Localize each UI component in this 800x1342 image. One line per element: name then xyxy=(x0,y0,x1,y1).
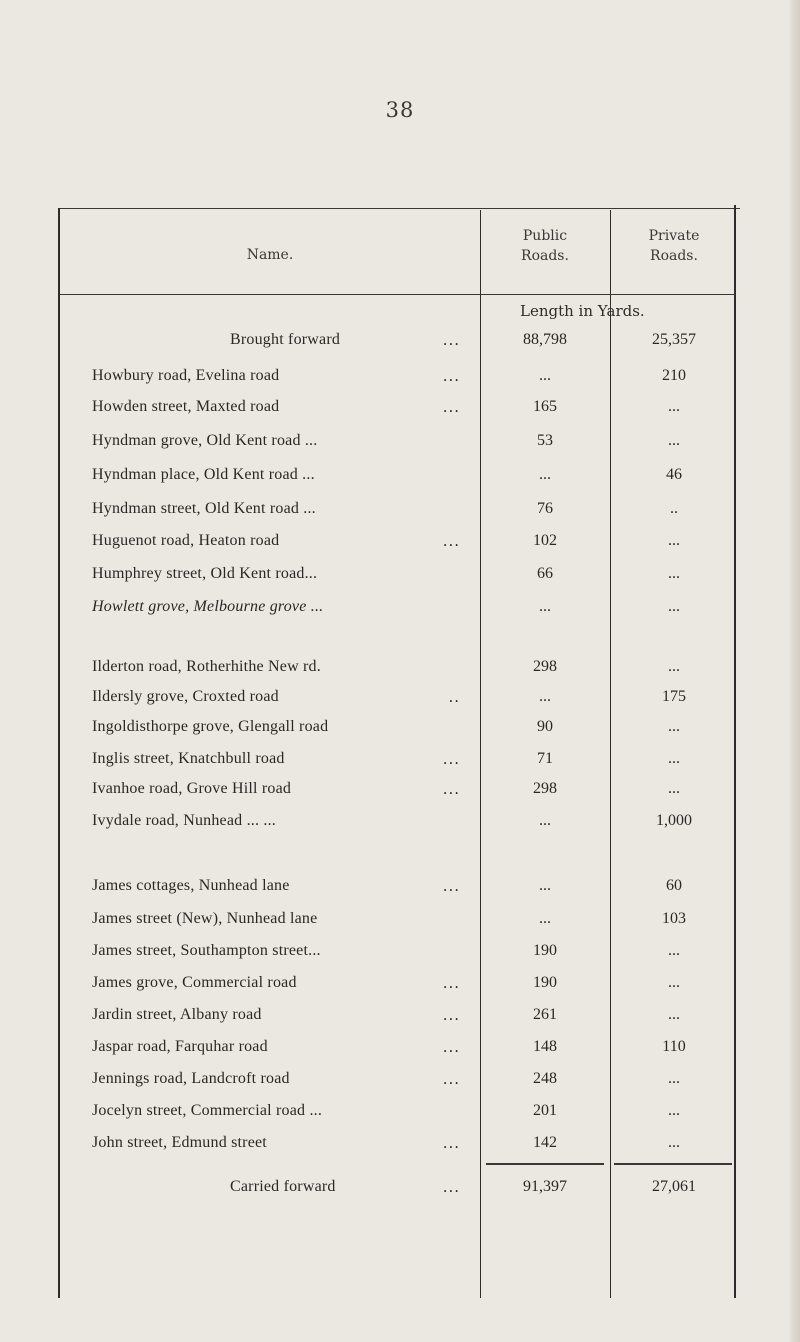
row-leader-dots: ... xyxy=(442,877,460,895)
row-private-yards: ... xyxy=(668,1006,680,1023)
table-row xyxy=(0,565,800,599)
row-public-yards: 248 xyxy=(533,1070,557,1087)
private-roads-header xyxy=(612,226,736,266)
row-private-yards: ... xyxy=(668,598,680,615)
row-private-yards: ... xyxy=(668,974,680,991)
row-private-yards: 1,000 xyxy=(656,812,692,829)
table-row xyxy=(0,718,800,752)
row-private-yards: 25,357 xyxy=(652,331,696,348)
row-leader-dots: ... xyxy=(442,532,460,550)
public-roads-header-line1: Public xyxy=(522,228,568,244)
row-name: Huguenot road, Heaton road xyxy=(92,532,280,549)
row-leader-dots: ... xyxy=(442,398,460,416)
row-private-yards: ... xyxy=(668,942,680,959)
row-private-yards: 46 xyxy=(666,466,682,483)
row-public-yards: ... xyxy=(539,877,551,894)
row-name: James grove, Commercial road xyxy=(92,974,297,991)
table-row xyxy=(0,331,800,365)
row-private-yards: ... xyxy=(668,432,680,449)
private-roads-header-line1: Private xyxy=(648,228,700,244)
row-private-yards: 103 xyxy=(662,910,686,927)
row-private-yards: 110 xyxy=(662,1038,686,1055)
row-leader-dots: ... xyxy=(442,750,460,768)
row-public-yards: ... xyxy=(539,598,551,615)
total-label: Carried forward xyxy=(230,1178,336,1195)
private-roads-header-line2: Roads. xyxy=(650,248,698,264)
table-row xyxy=(0,974,800,1008)
row-private-yards: ... xyxy=(668,750,680,767)
row-leader-dots: ... xyxy=(442,974,460,992)
row-public-yards: 201 xyxy=(533,1102,557,1119)
row-name: Howlett grove, Melbourne grove ... xyxy=(92,598,324,615)
total-leader-dots: ... xyxy=(442,1178,460,1196)
row-leader-dots: ... xyxy=(442,1134,460,1152)
row-public-yards: 90 xyxy=(537,718,553,735)
row-private-yards: ... xyxy=(668,1134,680,1151)
table-row xyxy=(0,910,800,944)
row-name: Hyndman place, Old Kent road ... xyxy=(92,466,315,483)
row-private-yards: .. xyxy=(670,500,678,517)
row-name: Ildersly grove, Croxted road xyxy=(92,688,279,705)
row-public-yards: ... xyxy=(539,367,551,384)
row-name: Jardin street, Albany road xyxy=(92,1006,262,1023)
row-name: Ilderton road, Rotherhithe New rd. xyxy=(92,658,321,675)
row-private-yards: ... xyxy=(668,565,680,582)
total-row xyxy=(0,1178,800,1212)
row-name: Ivanhoe road, Grove Hill road xyxy=(92,780,292,797)
table-row xyxy=(0,1006,800,1040)
row-private-yards: ... xyxy=(668,1102,680,1119)
row-private-yards: 60 xyxy=(666,877,682,894)
row-private-yards: ... xyxy=(668,780,680,797)
table-row xyxy=(0,942,800,976)
page-number: 38 xyxy=(385,98,415,122)
table-row xyxy=(0,1070,800,1104)
public-roads-header xyxy=(482,226,608,266)
row-name: Jocelyn street, Commercial road ... xyxy=(92,1102,323,1119)
table-row xyxy=(0,367,800,401)
row-public-yards: 88,798 xyxy=(523,331,567,348)
public-roads-header-line2: Roads. xyxy=(521,248,569,264)
row-name: Hyndman street, Old Kent road ... xyxy=(92,500,316,517)
table-row xyxy=(0,466,800,500)
table-row xyxy=(0,532,800,566)
table-row xyxy=(0,658,800,692)
row-name: Ingoldisthorpe grove, Glengall road xyxy=(92,718,329,735)
row-leader-dots: ... xyxy=(442,1070,460,1088)
name-column-header: Name. xyxy=(246,247,294,263)
table-row xyxy=(0,750,800,784)
row-public-yards: 148 xyxy=(533,1038,557,1055)
table-row xyxy=(0,780,800,814)
row-private-yards: ... xyxy=(668,1070,680,1087)
row-name: Howden street, Maxted road xyxy=(92,398,280,415)
row-name: James street (New), Nunhead lane xyxy=(92,910,318,927)
row-public-yards: ... xyxy=(539,910,551,927)
row-leader-dots: ... xyxy=(442,780,460,798)
total-private: 27,061 xyxy=(652,1178,696,1195)
row-public-yards: 190 xyxy=(533,974,557,991)
table-row xyxy=(0,1038,800,1072)
header-rule xyxy=(60,294,736,295)
row-name: Ivydale road, Nunhead ... ... xyxy=(92,812,276,829)
row-private-yards: ... xyxy=(668,658,680,675)
row-private-yards: ... xyxy=(668,398,680,415)
row-leader-dots: ... xyxy=(442,1038,460,1056)
page-edge-shadow xyxy=(790,0,800,1342)
total-public: 91,397 xyxy=(523,1178,567,1195)
table-row xyxy=(0,1102,800,1136)
row-leader-dots: ... xyxy=(442,367,460,385)
row-public-yards: 298 xyxy=(533,780,557,797)
row-public-yards: 66 xyxy=(537,565,553,582)
row-name: Howbury road, Evelina road xyxy=(92,367,280,384)
row-public-yards: 71 xyxy=(537,750,553,767)
row-name: Inglis street, Knatchbull road xyxy=(92,750,285,767)
table-row xyxy=(0,500,800,534)
length-in-yards-subheader: Length in Yards. xyxy=(520,302,645,320)
table-row xyxy=(0,398,800,432)
row-private-yards: ... xyxy=(668,718,680,735)
table-row xyxy=(0,598,800,632)
row-public-yards: 53 xyxy=(537,432,553,449)
row-name: Brought forward xyxy=(230,331,341,348)
row-name: Jaspar road, Farquhar road xyxy=(92,1038,268,1055)
row-public-yards: 190 xyxy=(533,942,557,959)
row-private-yards: 175 xyxy=(662,688,686,705)
row-leader-dots: ... xyxy=(442,1006,460,1024)
row-public-yards: 142 xyxy=(533,1134,557,1151)
table-row xyxy=(0,877,800,911)
row-leader-dots: ... xyxy=(442,331,460,349)
row-name: James cottages, Nunhead lane xyxy=(92,877,290,894)
row-public-yards: ... xyxy=(539,812,551,829)
row-public-yards: 261 xyxy=(533,1006,557,1023)
row-public-yards: 76 xyxy=(537,500,553,517)
row-public-yards: 102 xyxy=(533,532,557,549)
row-name: Hyndman grove, Old Kent road ... xyxy=(92,432,318,449)
table-top-rule xyxy=(60,208,740,209)
row-private-yards: 210 xyxy=(662,367,686,384)
row-public-yards: ... xyxy=(539,688,551,705)
row-public-yards: 165 xyxy=(533,398,557,415)
table-row xyxy=(0,1134,800,1168)
row-name: John street, Edmund street xyxy=(92,1134,267,1151)
row-leader-dots: .. xyxy=(448,688,460,706)
table-row xyxy=(0,688,800,722)
table-row xyxy=(0,812,800,846)
table-row xyxy=(0,432,800,466)
row-name: James street, Southampton street... xyxy=(92,942,321,959)
row-name: Humphrey street, Old Kent road... xyxy=(92,565,318,582)
row-public-yards: 298 xyxy=(533,658,557,675)
row-private-yards: ... xyxy=(668,532,680,549)
row-public-yards: ... xyxy=(539,466,551,483)
row-name: Jennings road, Landcroft road xyxy=(92,1070,290,1087)
